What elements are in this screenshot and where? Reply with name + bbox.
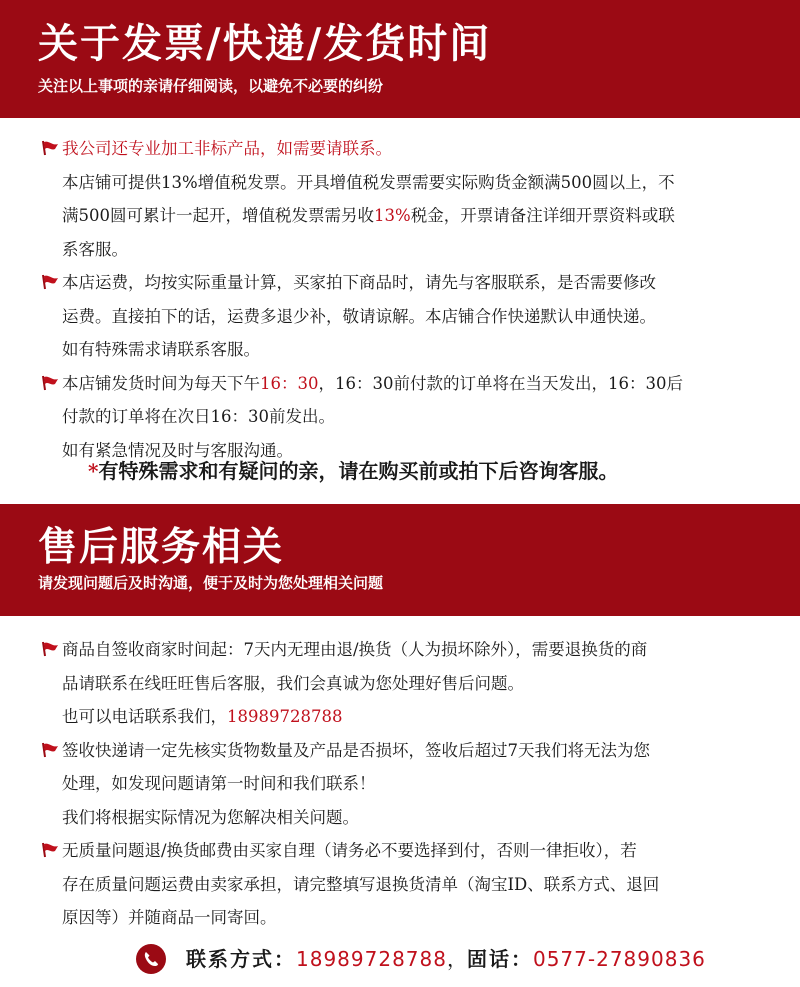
list-item	[40, 266, 770, 300]
section2-content	[40, 633, 770, 935]
note-text: 有特殊需求和有疑问的亲，请在购买前或拍下后咨询客服。	[98, 459, 619, 483]
invoice-text-a: 满500圆可累计一起开，增值税发票需另收	[62, 206, 374, 225]
return-shipping-text-end: 原因等）并随商品一同寄回。	[62, 908, 277, 927]
list-item	[40, 834, 770, 868]
section2-subtitle: 请发现问题后及时沟通，便于及时为您处理相关问题	[38, 574, 384, 592]
invoice-text-end: 系客服。	[62, 239, 128, 259]
section1-title: 关于发票/快递/发货时间	[38, 20, 492, 67]
invoice-text: 本店铺可提供13%增值税发票。开具增值税发票需要实际购货金额满500圆以上，不	[62, 172, 675, 192]
list-item	[40, 633, 770, 667]
tax-rate: 13%	[374, 206, 411, 225]
special-request-note	[88, 455, 618, 484]
return-shipping-text-cont: 存在质量问题运费由卖家承担，请完整填写退换货清单（淘宝ID、联系方式、退回	[62, 874, 660, 894]
red-flag-icon	[40, 274, 60, 290]
red-flag-icon	[40, 842, 60, 858]
contact-sep: ，	[446, 947, 467, 971]
section2-title: 售后服务相关	[38, 524, 285, 570]
invoice-shipping-banner	[0, 0, 800, 118]
contact-text	[186, 939, 706, 979]
after-sales-banner	[0, 504, 800, 616]
phone-contact-text: 也可以电话联系我们，	[62, 707, 227, 726]
phone-number: 18989728788	[227, 707, 343, 726]
note-star: *	[88, 459, 99, 483]
custom-processing-text: 我公司还专业加工非标产品，如需要请联系。	[62, 139, 392, 158]
section1-content	[40, 132, 770, 467]
dispatch-time-text-end: 如有紧急情况及时与客服沟通。	[62, 440, 293, 460]
landline-label: 固话：	[466, 947, 533, 971]
red-flag-icon	[40, 375, 60, 391]
return-shipping-text: 无质量问题退/换货邮费由买家自理（请务必不要选择到付，否则一律拒收），若	[62, 841, 637, 860]
list-item	[40, 132, 770, 166]
shipping-fee-text-end: 如有特殊需求请联系客服。	[62, 340, 260, 359]
return-policy-text: 商品自签收商家时间起：7天内无理由退/换货（人为损坏除外），需要退换货的商	[62, 640, 648, 659]
inspection-text-cont: 处理，如发现问题请第一时间和我们联系！	[62, 774, 376, 793]
shipping-fee-text: 本店运费，均按实际重量计算，买家拍下商品时，请先与客服联系，是否需要修改	[62, 273, 656, 292]
list-item	[40, 367, 770, 401]
red-flag-icon	[40, 641, 60, 657]
red-flag-icon	[40, 140, 60, 156]
cutoff-time: 16：30	[260, 373, 319, 393]
inspection-text-end: 我们将根据实际情况为您解决相关问题。	[62, 807, 359, 827]
mobile-number[interactable]: 18989728788	[296, 947, 447, 971]
phone-contact-line	[40, 700, 770, 734]
landline-number[interactable]: 0577-27890836	[532, 947, 706, 971]
section1-subtitle: 关注以上事项的亲请仔细阅读，以避免不必要的纠纷	[38, 77, 384, 95]
dispatch-time-text-cont: 付款的订单将在次日16：30前发出。	[62, 407, 335, 426]
invoice-text-b: 税金，开票请备注详细开票资料或联	[410, 206, 675, 225]
contact-label: 联系方式：	[186, 947, 296, 971]
dispatch-time-text-b: ，16：30前付款的订单将在当天发出，16：30后	[318, 373, 683, 393]
inspection-text: 签收快递请一定先核实货物数量及产品是否损坏，签收后超过7天我们将无法为您	[62, 740, 650, 760]
dispatch-time-text-a: 本店铺发货时间为每天下午	[62, 373, 260, 393]
return-policy-text-cont: 品请联系在线旺旺售后客服，我们会真诚为您处理好售后问题。	[62, 673, 524, 693]
invoice-text-cont	[40, 199, 770, 233]
red-flag-icon	[40, 742, 60, 758]
shipping-fee-text-cont: 运费。直接拍下的话，运费多退少补，敬请谅解。本店铺合作快递默认申通快递。	[62, 306, 656, 326]
phone-icon	[136, 944, 166, 974]
list-item	[40, 734, 770, 768]
